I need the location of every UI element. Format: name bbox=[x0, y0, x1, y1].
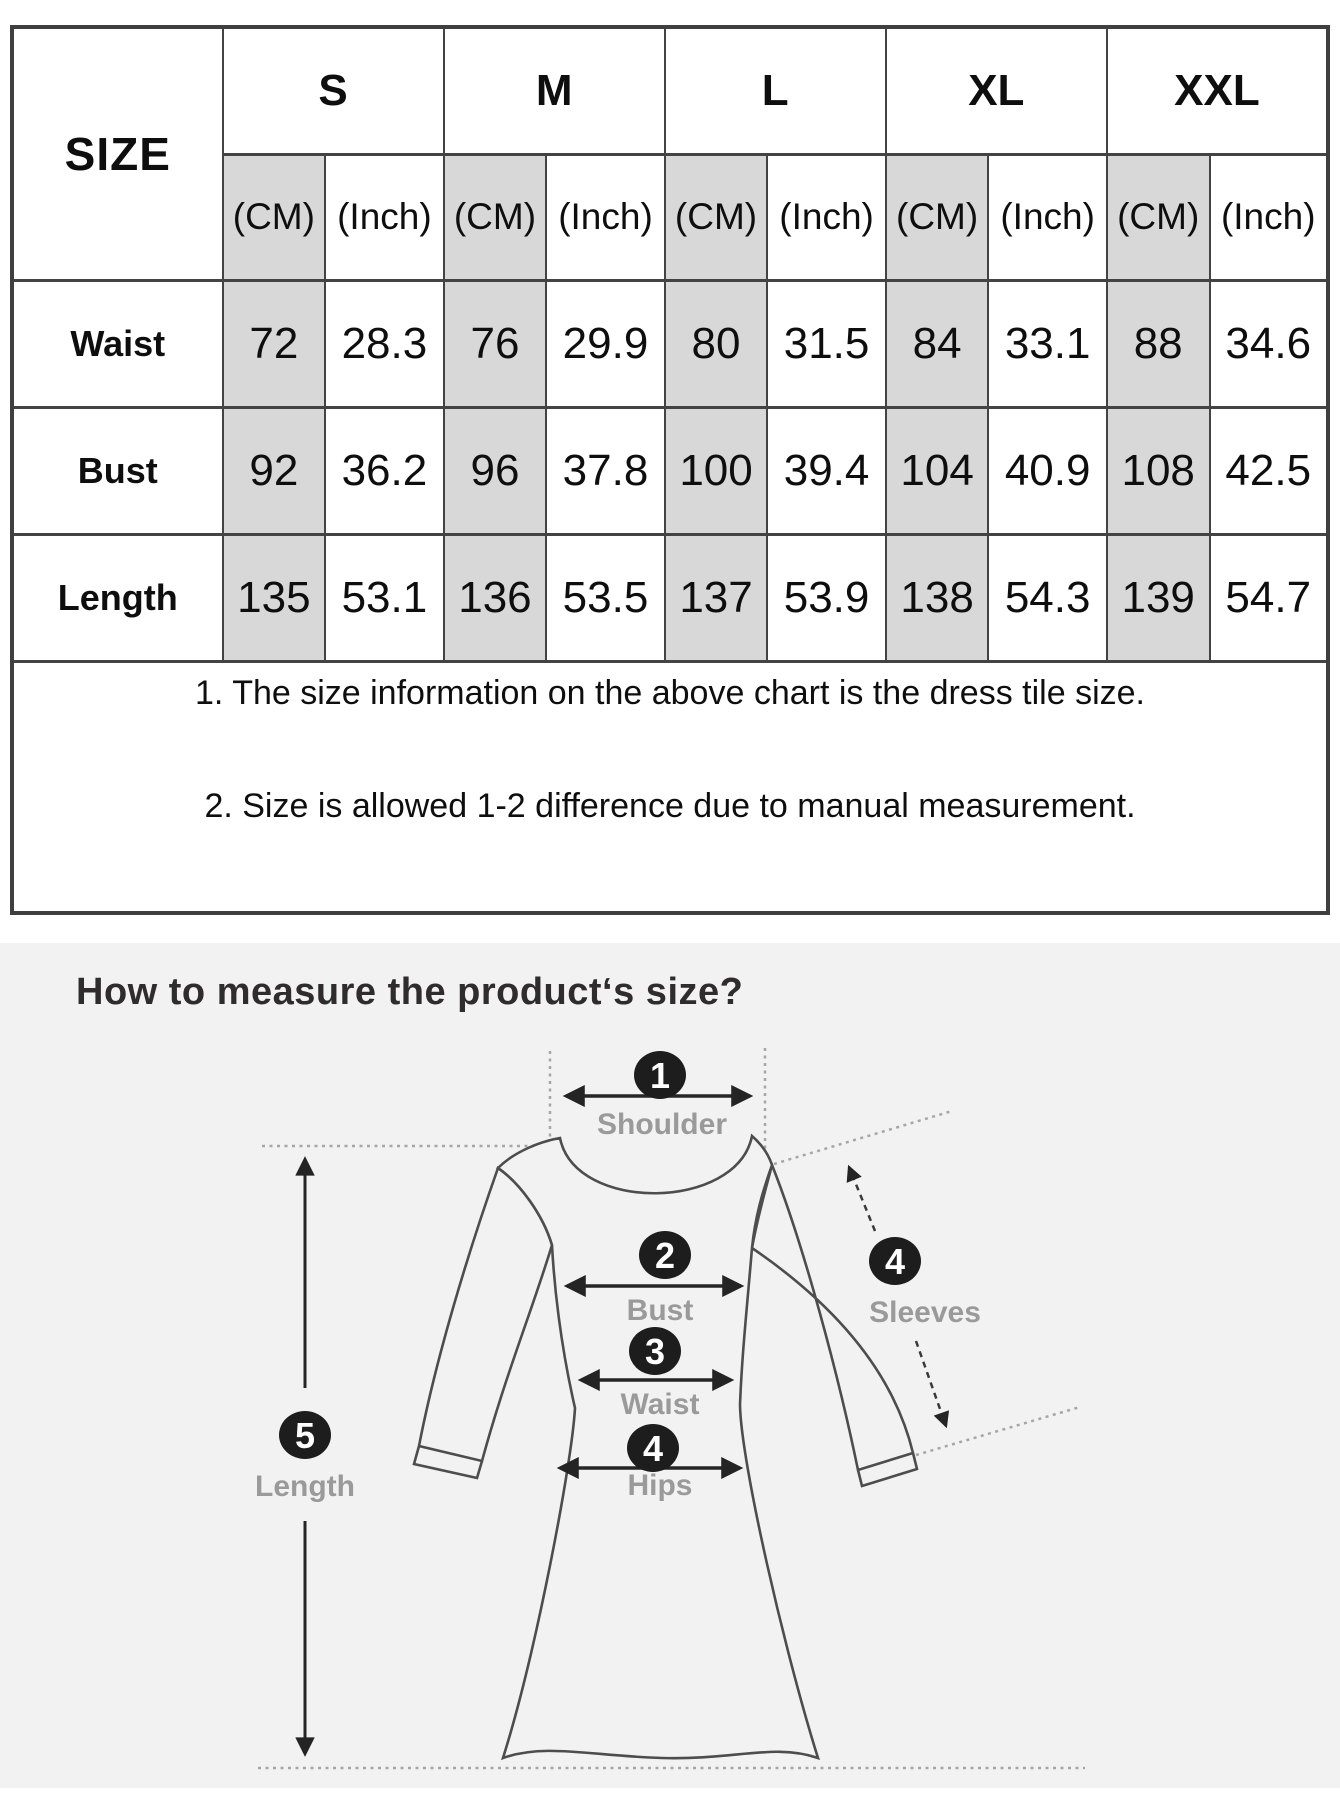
measurement-cell: 36.2 bbox=[325, 407, 443, 534]
measurement-cell: 29.9 bbox=[546, 280, 664, 407]
measurement-cell: 135 bbox=[223, 534, 326, 661]
size-chart-page bbox=[0, 25, 1340, 1810]
measurement-cell: 39.4 bbox=[767, 407, 885, 534]
measurement-cell: 100 bbox=[665, 407, 768, 534]
size-column-header: L bbox=[665, 27, 886, 154]
unit-header: (Inch) bbox=[546, 154, 664, 280]
measurement-cell: 139 bbox=[1107, 534, 1210, 661]
table-row bbox=[12, 407, 1328, 534]
measurement-cell: 40.9 bbox=[988, 407, 1106, 534]
table-row bbox=[12, 280, 1328, 407]
table-row bbox=[12, 534, 1328, 661]
waist-badge-number: 3 bbox=[644, 1331, 666, 1372]
sleeves-badge-number: 4 bbox=[884, 1241, 906, 1282]
measurement-cell: 108 bbox=[1107, 407, 1210, 534]
size-column-header: S bbox=[223, 27, 444, 154]
measurement-cell: 34.6 bbox=[1210, 280, 1329, 407]
notes-row bbox=[12, 661, 1328, 913]
measurement-cell: 76 bbox=[444, 280, 547, 407]
unit-header: (CM) bbox=[223, 154, 326, 280]
measurement-cell: 31.5 bbox=[767, 280, 885, 407]
measurement-cell: 42.5 bbox=[1210, 407, 1329, 534]
size-table-section bbox=[10, 25, 1330, 915]
measurement-cell: 54.7 bbox=[1210, 534, 1329, 661]
hips-badge-number: 4 bbox=[642, 1428, 664, 1469]
measurement-cell: 104 bbox=[886, 407, 989, 534]
measurement-rows bbox=[12, 280, 1328, 661]
unit-header: (Inch) bbox=[988, 154, 1106, 280]
row-label: Length bbox=[12, 534, 223, 661]
waist-label: Waist bbox=[620, 1388, 700, 1421]
size-column-header: XL bbox=[886, 27, 1107, 154]
measurement-cell: 53.5 bbox=[546, 534, 664, 661]
measurement-cell: 138 bbox=[886, 534, 989, 661]
sleeve-arrow-up bbox=[849, 1167, 875, 1231]
size-corner-label: SIZE bbox=[12, 27, 223, 280]
measurement-cell: 80 bbox=[665, 280, 768, 407]
unit-header: (Inch) bbox=[325, 154, 443, 280]
length-badge-number: 5 bbox=[294, 1415, 316, 1456]
left-sleeve bbox=[419, 1168, 552, 1461]
unit-header: (Inch) bbox=[767, 154, 885, 280]
row-label: Bust bbox=[12, 407, 223, 534]
dress-measurement-diagram bbox=[0, 1043, 1340, 1788]
note-2: 2. Size is allowed 1-2 difference due to manual measurement. bbox=[204, 786, 1136, 825]
measurement-cell: 84 bbox=[886, 280, 989, 407]
hips-label: Hips bbox=[627, 1469, 693, 1502]
measurement-cell: 33.1 bbox=[988, 280, 1106, 407]
unit-header: (CM) bbox=[444, 154, 547, 280]
measurement-cell: 53.9 bbox=[767, 534, 885, 661]
unit-header: (Inch) bbox=[1210, 154, 1329, 280]
unit-header: (CM) bbox=[1107, 154, 1210, 280]
bust-label: Bust bbox=[626, 1294, 694, 1327]
measurement-cell: 96 bbox=[444, 407, 547, 534]
measurement-cell: 28.3 bbox=[325, 280, 443, 407]
length-label: Length bbox=[255, 1470, 355, 1503]
measurement-cell: 37.8 bbox=[546, 407, 664, 534]
sleeves-label: Sleeves bbox=[869, 1296, 981, 1329]
note-1: 1. The size information on the above chart is the dress tile size. bbox=[195, 673, 1145, 712]
unit-header: (CM) bbox=[886, 154, 989, 280]
size-column-header: M bbox=[444, 27, 665, 154]
shoulder-badge-number: 1 bbox=[649, 1055, 671, 1096]
size-column-header: XXL bbox=[1107, 27, 1328, 154]
measurement-cell: 88 bbox=[1107, 280, 1210, 407]
measurement-cell: 72 bbox=[223, 280, 326, 407]
measurement-cell: 136 bbox=[444, 534, 547, 661]
measurement-cell: 137 bbox=[665, 534, 768, 661]
sleeve-arrow-down bbox=[916, 1341, 946, 1426]
bust-badge-number: 2 bbox=[654, 1235, 676, 1276]
shoulder-label: Shoulder bbox=[596, 1108, 728, 1141]
sleeve-top-guide-line bbox=[774, 1111, 952, 1164]
measurement-cell: 54.3 bbox=[988, 534, 1106, 661]
notes-cell bbox=[12, 661, 1328, 913]
measure-guide-section bbox=[0, 943, 1340, 1788]
size-chart-table bbox=[10, 25, 1330, 915]
row-label: Waist bbox=[12, 280, 223, 407]
measurement-cell: 53.1 bbox=[325, 534, 443, 661]
guide-title: How to measure the product‘s size? bbox=[76, 971, 744, 1013]
measurement-cell: 92 bbox=[223, 407, 326, 534]
unit-header: (CM) bbox=[665, 154, 768, 280]
size-header-row bbox=[12, 27, 1328, 154]
